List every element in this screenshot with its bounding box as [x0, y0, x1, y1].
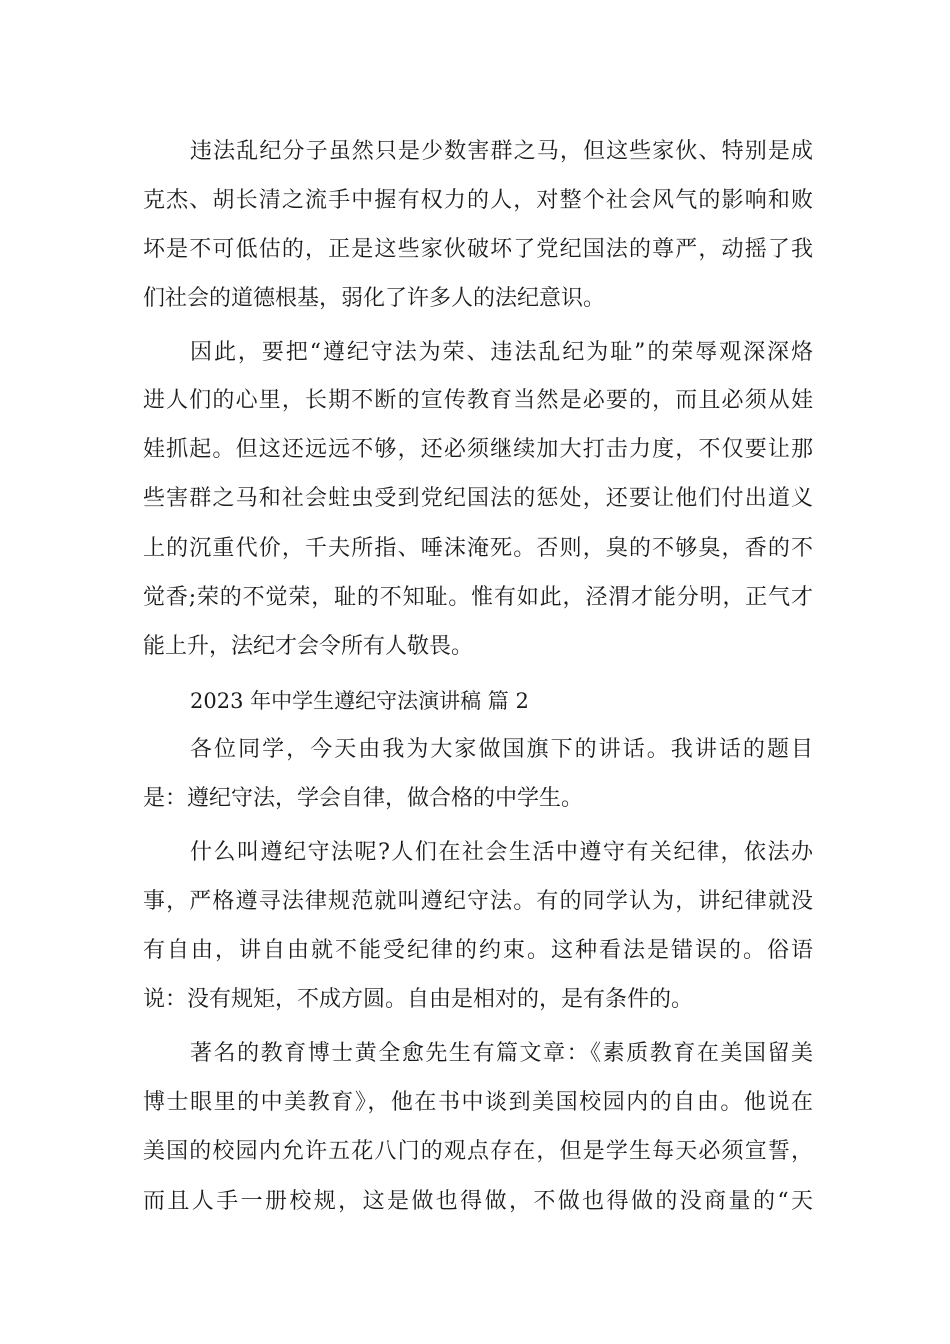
paragraph-1-line-3: 坏是不可低估的，正是这些家伙破坏了党纪国法的尊严，动摇了我: [143, 237, 813, 262]
paragraph-1-line-4: 们社会的道德根基，弱化了许多人的法纪意识。: [143, 286, 606, 311]
paragraph-2-line-7: 能上升，法纪才会令所有人敬畏。: [143, 634, 474, 659]
paragraph-5-line-2: 博士眼里的中美教育》，他在书中谈到美国校园内的自由。他说在: [143, 1090, 813, 1115]
section-heading: 2023 年中学生遵纪守法演讲稿 篇 2: [190, 689, 529, 713]
paragraph-2-line-4: 些害群之马和社会蛀虫受到党纪国法的惩处，还要让他们付出道义: [143, 486, 813, 511]
paragraph-2-line-1: 因此，要把“遵纪守法为荣、违法乱纪为耻”的荣辱观深深烙: [190, 340, 813, 365]
paragraph-5-line-3: 美国的校园内允许五花八门的观点存在，但是学生每天必须宣誓，: [143, 1139, 813, 1164]
paragraph-3-line-2: 是：遵纪守法，学会自律，做合格的中学生。: [143, 786, 584, 811]
paragraph-5-line-1: 著名的教育博士黄全愈先生有篇文章：《素质教育在美国留美: [190, 1041, 813, 1066]
paragraph-4-line-4: 说：没有规矩，不成方圆。自由是相对的，是有条件的。: [143, 987, 694, 1012]
paragraph-2-line-3: 娃抓起。但这还远远不够，还必须继续加大打击力度，不仅要让那: [143, 437, 813, 462]
paragraph-2-line-6: 觉香;荣的不觉荣，耻的不知耻。惟有如此，泾渭才能分明，正气才: [143, 585, 813, 610]
paragraph-4-line-1: 什么叫遵纪守法呢?人们在社会生活中遵守有关纪律，依法办: [190, 840, 813, 865]
paragraph-1-line-1: 违法乱纪分子虽然只是少数害群之马，但这些家伙、特别是成: [190, 139, 813, 164]
paragraph-1-line-2: 克杰、胡长清之流手中握有权力的人，对整个社会风气的影响和败: [143, 188, 813, 213]
paragraph-2-line-5: 上的沉重代价，千夫所指、唾沫淹死。否则，臭的不够臭，香的不: [143, 536, 813, 561]
paragraph-5-line-4: 而且人手一册校规，这是做也得做，不做也得做的没商量的“天: [143, 1189, 813, 1214]
paragraph-4-line-2: 事，严格遵寻法律规范就叫遵纪守法。有的同学认为，讲纪律就没: [143, 889, 813, 914]
paragraph-4-line-3: 有自由，讲自由就不能受纪律的约束。这种看法是错误的。俗语: [143, 938, 813, 963]
paragraph-2-line-2: 进人们的心里，长期不断的宣传教育当然是必要的，而且必须从娃: [143, 388, 813, 413]
paragraph-3-line-1: 各位同学，今天由我为大家做国旗下的讲话。我讲话的题目: [190, 737, 813, 762]
